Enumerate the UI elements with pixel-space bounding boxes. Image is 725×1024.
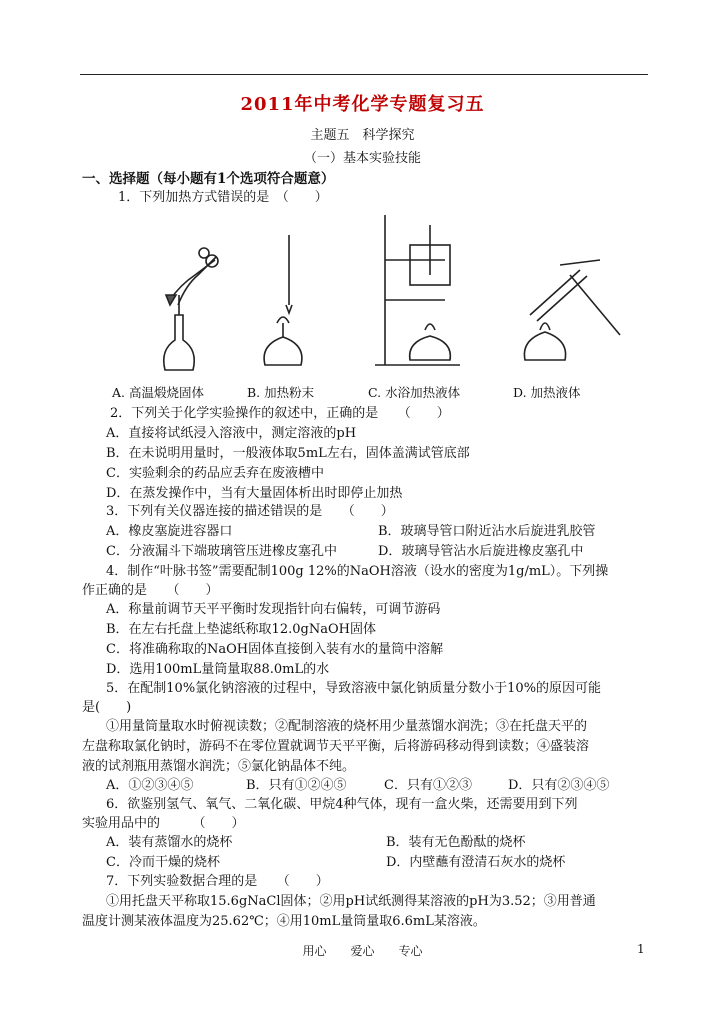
q3-option-a: A．橡皮塞旋进容器口 (106, 524, 233, 539)
section-heading: 一、选择题（每小题有1个选项符合题意） (82, 171, 335, 187)
q5-stem-line1: 5．在配制10%氯化钠溶液的过程中，导致溶液中氯化钠质量分数小于10%的原因可能 (106, 681, 602, 696)
q6-option-c: C．冷而干燥的烧杯 (106, 855, 220, 870)
heating-apparatus-illustration (100, 205, 660, 395)
q2-option-b: B．在未说明用量时，一般液体取5mL左右，固体盖满试管底部 (106, 446, 470, 461)
q6-option-b: B．装有无色酚酞的烧杯 (386, 835, 526, 850)
q1-caption-d: D. 加热液体 (513, 385, 581, 400)
q6-stem-line2: 实验用品中的 （ ） (82, 816, 245, 831)
q4-stem-line2: 作正确的是 （ ） (82, 583, 219, 598)
apparatus-b-icon (264, 235, 302, 365)
q5-option-d: D．只有②③④⑤ (508, 778, 610, 793)
q3-option-d: D．玻璃导管沾水后旋进橡皮塞孔中 (378, 544, 584, 559)
page-number: 1 (637, 942, 645, 956)
q7-body-line2: 温度计测某液体温度为25.62℃；④用10mL量筒量取6.6mL某溶液。 (82, 914, 486, 929)
q4-option-b: B．在左右托盘上垫滤纸称取12.0gNaOH固体 (106, 622, 376, 637)
q5-option-c: C．只有①②③ (384, 778, 472, 793)
page-subtitle: 主题五 科学探究 (310, 128, 415, 143)
q5-body-line3: 液的试剂瓶用蒸馏水润洗；⑤氯化钠晶体不纯。 (82, 759, 356, 774)
q5-option-a: A．①②③④⑤ (106, 778, 194, 793)
q2-stem: 2．下列关于化学实验操作的叙述中，正确的是 （ ） (110, 406, 450, 421)
q1-caption-b: B. 加热粉末 (247, 385, 315, 400)
q1-figure (100, 205, 660, 395)
apparatus-c-icon (375, 215, 460, 365)
q1-caption-a: A. 高温煅烧固体 (112, 385, 204, 400)
q2-option-c: C．实验剩余的药品应丢弃在废液槽中 (106, 466, 324, 481)
q4-option-c: C．将准确称取的NaOH固体直接倒入装有水的量筒中溶解 (106, 642, 444, 657)
q6-stem-line1: 6．欲鉴别氢气、氧气、二氧化碳、甲烷4种气体，现有一盒火柴，还需要用到下列 (106, 797, 578, 812)
page-footer: 用心 爱心 专心 (302, 944, 423, 958)
header-rule (80, 74, 648, 75)
q1-caption-c: C. 水浴加热液体 (368, 385, 461, 400)
q6-option-d: D．内壁蘸有澄清石灰水的烧杯 (386, 855, 566, 870)
q4-option-a: A．称量前调节天平平衡时发现指针向右偏转，可调节游码 (106, 602, 441, 617)
q6-option-a: A．装有蒸馏水的烧杯 (106, 835, 233, 850)
page-title: 2011年中考化学专题复习五 (240, 94, 485, 115)
q2-option-a: A．直接将试纸浸入溶液中，测定溶液的pH (106, 426, 357, 441)
q4-option-d: D．选用100mL量筒量取88.0mL的水 (106, 662, 330, 677)
q3-option-b: B．玻璃导管口附近沾水后旋进乳胶管 (378, 524, 596, 539)
q5-body-line1: ①用量筒量取水时俯视读数；②配制溶液的烧杯用少量蒸馏水润洗；③在托盘天平的 (106, 719, 588, 734)
q5-option-b: B．只有①②④⑤ (246, 778, 347, 793)
q5-body-line2: 左盘称取氯化钠时，游码不在零位置就调节天平平衡，后将游码移动得到读数；④盛装溶 (82, 739, 590, 754)
page-sub-subtitle: （一）基本实验技能 (303, 151, 421, 166)
q3-option-c: C．分液漏斗下端玻璃管压进橡皮塞孔中 (106, 544, 337, 559)
q2-option-d: D．在蒸发操作中，当有大量固体析出时即停止加热 (106, 486, 403, 501)
q7-stem: 7．下列实验数据合理的是 （ ） (106, 874, 329, 889)
q4-stem-line1: 4．制作“叶脉书签”需要配制100g 12%的NaOH溶液（设水的密度为1g/mL）。下列操 (106, 564, 609, 579)
apparatus-d-icon (524, 260, 620, 360)
apparatus-a-icon (164, 248, 218, 370)
q3-stem: 3．下列有关仪器连接的描述错误的是 （ ） (106, 504, 394, 519)
q5-stem-line2: 是( ) (82, 700, 132, 715)
q7-body-line1: ①用托盘天平称取15.6gNaCl固体；②用pH试纸测得某溶液的pH为3.52；③用普通 (106, 894, 596, 909)
q1-stem: 1．下列加热方式错误的是 （ ） (118, 190, 328, 205)
